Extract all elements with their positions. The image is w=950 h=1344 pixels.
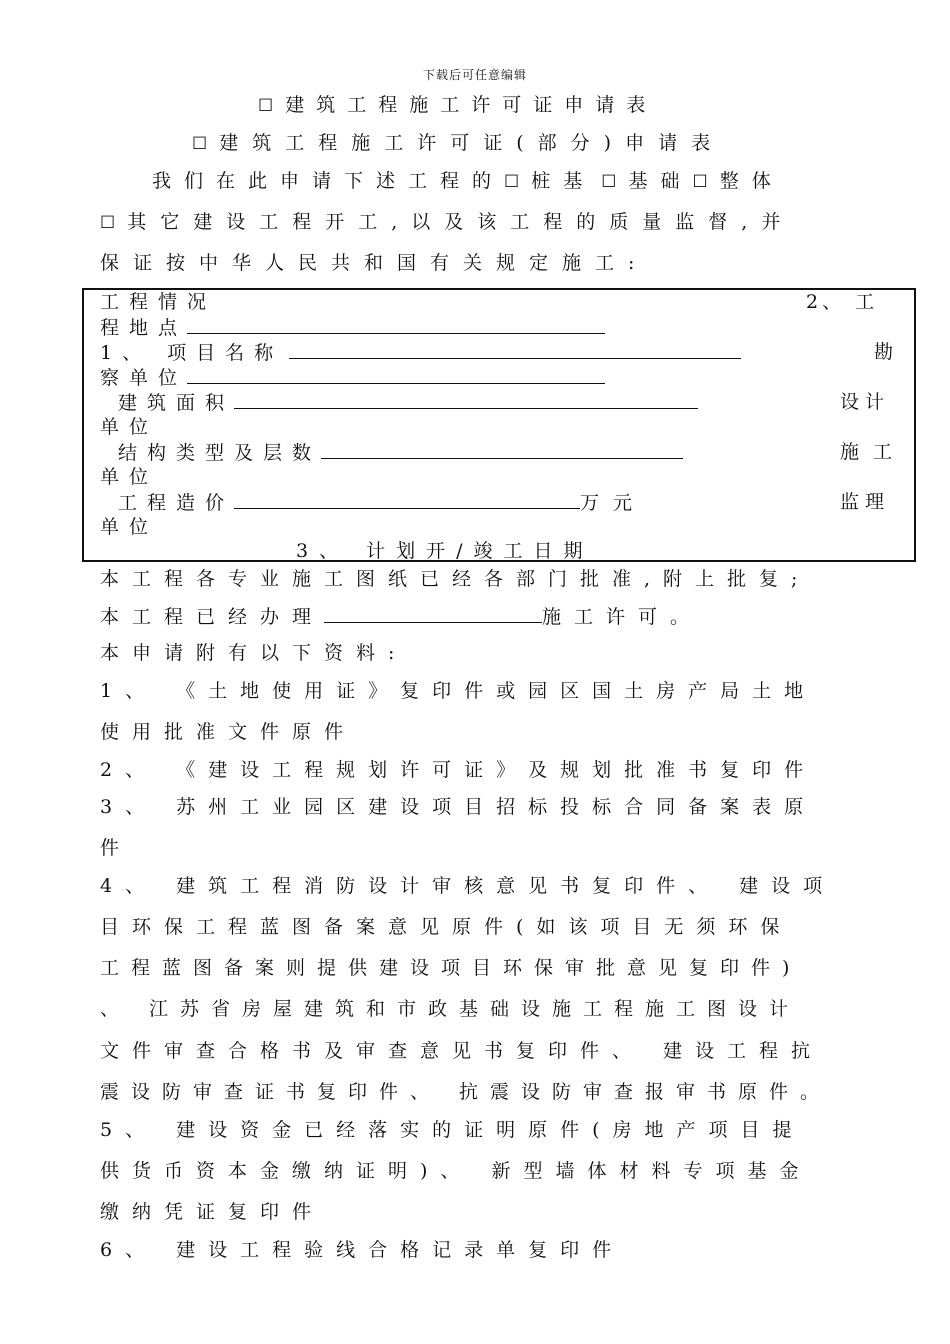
label-text: 察单位 bbox=[100, 367, 188, 389]
design-unit-label-a: 设计 bbox=[840, 391, 891, 413]
checkbox-icon[interactable]: ☐ bbox=[258, 96, 286, 116]
structure-type-field[interactable] bbox=[321, 440, 683, 459]
structure-type-label bbox=[118, 440, 683, 465]
supervision-unit-label-a: 监理 bbox=[840, 491, 891, 513]
attachment-4-line-3: 工程蓝图备案则提供建设项目环保审批意见复印件) bbox=[100, 957, 802, 979]
checkbox-icon[interactable]: ☐ bbox=[692, 172, 720, 192]
checkbox-icon[interactable]: ☐ bbox=[100, 213, 128, 233]
project-name-label bbox=[100, 340, 741, 365]
attachment-2: 2、 《建设工程规划许可证》及规划批准书复印件 bbox=[100, 759, 817, 781]
construction-unit-label-a: 施工 bbox=[840, 441, 907, 463]
intro-line-3: 保证按中华人民共和国有关规定施工: bbox=[100, 252, 649, 274]
supervision-unit-label-b: 单位 bbox=[100, 516, 159, 538]
planned-dates-label: 3、 计划开/竣工日期 bbox=[296, 540, 594, 562]
attachment-3-line-2: 件 bbox=[100, 837, 133, 859]
attachment-4-line-1: 4、 建筑工程消防设计审核意见书复印件、 建设项 bbox=[100, 875, 836, 897]
survey-unit-label bbox=[100, 365, 605, 390]
intro-line-2 bbox=[100, 210, 794, 235]
title-line-1 bbox=[258, 93, 657, 118]
building-area-field[interactable] bbox=[234, 390, 698, 409]
title-full-permit: 建筑工程施工许可证申请表 bbox=[285, 94, 658, 116]
project-location-label bbox=[100, 315, 605, 340]
project-cost-label bbox=[118, 490, 646, 515]
box-heading: 工程情况 bbox=[100, 291, 217, 313]
attachment-5-line-2: 供货币资本金缴纳证明)、 新型墙体材料专项基金 bbox=[100, 1160, 812, 1182]
intro-line-1 bbox=[152, 169, 784, 194]
intro-text: 其它建设工程开工,以及该工程的质量监督,并 bbox=[127, 211, 795, 233]
permit-type-field[interactable] bbox=[324, 604, 542, 623]
attachments-heading: 本申请附有以下资料: bbox=[100, 642, 408, 664]
building-area-label bbox=[118, 390, 698, 415]
label-text: 程地点 bbox=[100, 317, 188, 339]
checkbox-icon[interactable]: ☐ bbox=[504, 172, 532, 192]
attachment-4-line-4: 、 江苏省房屋建筑和市政基础设施工程施工图设计 bbox=[100, 998, 801, 1020]
intro-text: 我们在此申请下述工程的 bbox=[152, 170, 505, 192]
project-location-field[interactable] bbox=[187, 315, 605, 334]
project-cost-field[interactable] bbox=[234, 490, 580, 509]
survey-unit-field[interactable] bbox=[187, 365, 605, 384]
label-text: 结构类型及层数 bbox=[118, 442, 322, 464]
title-line-2 bbox=[192, 131, 724, 156]
attachment-1-line-1: 1、 《土地使用证》复印件或园区国土房产局土地 bbox=[100, 680, 817, 702]
box-section-2-label: 2、 工 bbox=[806, 291, 879, 313]
label-text: 1、 项目名称 bbox=[100, 342, 284, 364]
body-line-permit bbox=[100, 604, 702, 629]
checkbox-icon[interactable]: ☐ bbox=[601, 172, 629, 192]
header-note: 下载后可任意编辑 bbox=[422, 68, 527, 82]
construction-unit-label-b: 单位 bbox=[100, 466, 159, 488]
label-text: 建筑面积 bbox=[118, 392, 235, 414]
survey-unit-label-a: 勘 bbox=[874, 341, 904, 363]
attachment-3-line-1: 3、 苏州工业园区建设项目招标投标合同备案表原 bbox=[100, 796, 817, 818]
option-pile-foundation: 桩基 bbox=[531, 170, 596, 192]
attachment-6: 6、 建设工程验线合格记录单复印件 bbox=[100, 1239, 625, 1261]
cost-unit: 万元 bbox=[580, 492, 647, 514]
body-line-approval: 本工程各专业施工图纸已经各部门批准,附上批复; bbox=[100, 568, 811, 590]
attachment-1-line-2: 使用批准文件原件 bbox=[100, 721, 357, 743]
attachment-4-line-6: 震设防审查证书复印件、 抗震设防审查报审书原件。 bbox=[100, 1081, 832, 1103]
label-text: 本工程已经办理 bbox=[100, 606, 325, 628]
attachment-4-line-5: 文件审查合格书及审查意见书复印件、 建设工程抗 bbox=[100, 1040, 824, 1062]
title-partial-permit: 建筑工程施工许可证(部分)申请表 bbox=[219, 132, 725, 154]
option-foundation: 基础 bbox=[628, 170, 693, 192]
label-text: 工程造价 bbox=[118, 492, 235, 514]
attachment-5-line-3: 缴纳凭证复印件 bbox=[100, 1201, 325, 1223]
attachment-5-line-1: 5、 建设资金已经落实的证明原件(房地产项目提 bbox=[100, 1119, 805, 1141]
label-text: 施工许可。 bbox=[542, 606, 703, 628]
attachment-4-line-2: 目环保工程蓝图备案意见原件(如该项目无须环保 bbox=[100, 916, 793, 938]
checkbox-icon[interactable]: ☐ bbox=[192, 134, 220, 154]
design-unit-label-b: 单位 bbox=[100, 416, 159, 438]
option-whole: 整体 bbox=[719, 170, 784, 192]
project-name-field[interactable] bbox=[289, 340, 741, 359]
